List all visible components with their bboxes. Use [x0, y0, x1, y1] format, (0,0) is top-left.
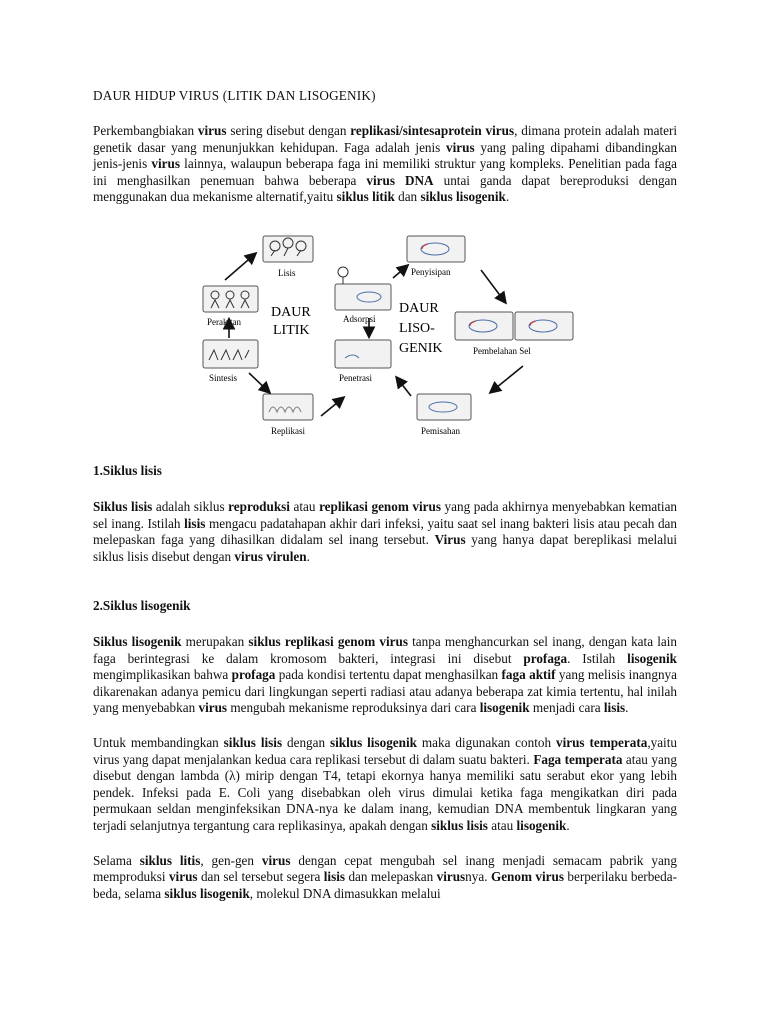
virus-cycle-diagram [193, 228, 583, 442]
document-page [93, 88, 677, 206]
pemisahan-stage [417, 394, 471, 436]
intro-paragraph: Perkembangbiakan virus sering disebut dengan replikasi/sintesaprotein virus, dimana protein adalah materi genetik dasar yang menunjukkan kehidupan. Faga adalah jenis virus yang paling dipahami dibandingkan jenis-jenis virus lainnya, walaupun beberapa faga ini memiliki struktur yang kompleks. Penelitian pada faga ini menghasilkan penemuan bahwa beberapa virus DNA untai ganda dapat bereproduksi dengan menggunakan dua mekanisme alternatif,yaitu siklus litik dan siklus lisogenik. [93, 123, 678, 205]
label-pemisahan: Pemisahan [421, 426, 460, 436]
page-title: DAUR HIDUP VIRUS (LITIK DAN LISOGENIK) [93, 88, 376, 103]
daur-lisogenik-line1: DAUR [399, 301, 439, 316]
lisis-stage [263, 236, 313, 278]
label-penyisipan: Penyisipan [411, 267, 451, 277]
adsorpsi-stage [335, 267, 391, 324]
paragraph-siklus-lisis: Siklus lisis adalah siklus reproduksi atau replikasi genom virus yang pada akhirnya menyebabkan kematian sel inang. Istilah lisis mengacu padatahapan akhir dari infeksi, yaitu saat sel inang bakteri lisis atau pecah dan melepaskan faga yang dihasilkan didalam sel inang tersebut. Virus yang hanya dapat bereplikasi melalui siklus lisis disebut dengan virus virulen. [93, 499, 678, 564]
label-adsorpsi: Adsorpsi [343, 314, 376, 324]
paragraph-siklus-lisogenik: Siklus lisogenik merupakan siklus replikasi genom virus tanpa menghancurkan sel inang, dengan kata lain faga berintegrasi ke dalam kromosom bakteri, integrasi ini disebut profaga. Istilah lisogenik mengimplikasikan bahwa profaga pada kondisi tertentu dapat menghasilkan faga aktif yang melisis inangnya dikarenakan adanya pemicu dari lingkungan seperti radiasi atau adanya beberapa zat kimia tertentu, hal inilah yang menyebabkan virus mengubah mekanisme reproduksinya dari cara lisogenik menjadi cara lisis. [93, 634, 678, 716]
penyisipan-stage [407, 236, 465, 277]
pembelahan-stage [455, 312, 573, 356]
paragraph-perbandingan: Untuk membandingkan siklus lisis dengan siklus lisogenik maka digunakan contoh virus temperata,yaitu virus yang dapat menjalankan kedua cara replikasi tersebut di dalam suatu bakteri. Faga temperata atau yang disebut dengan lambda (λ) mirip dengan T4, tetapi ekornya hanya memiliki satu serabut ekor yang lebih pendek. Infeksi pada E. Coli yang disebabkan oleh virus dimulai ketika faga mengikatkan diri pada permukaan seldan menginfeksikan DNA-nya ke dalam inang, kemudian DNA membentuk lingkaran yang terjadi selanjutnya tergantung cara replikasinya, apakah dengan siklus lisis atau lisogenik. [93, 734, 677, 833]
daur-lisogenik-line3: GENIK [399, 341, 443, 356]
perakitan-stage [203, 286, 258, 327]
replikasi-stage [263, 394, 313, 436]
label-perakitan: Perakitan [207, 317, 241, 327]
label-replikasi: Replikasi [271, 426, 305, 436]
daur-lisogenik-line2: LISO- [399, 321, 435, 336]
daur-litik-line2: LITIK [273, 323, 310, 338]
label-penetrasi: Penetrasi [339, 373, 372, 383]
daur-litik-line1: DAUR [271, 305, 311, 320]
section-1 [93, 463, 677, 565]
label-sintesis: Sintesis [209, 373, 238, 383]
label-lisis: Lisis [278, 268, 296, 278]
heading-siklus-lisis: 1.Siklus lisis [93, 463, 162, 478]
heading-siklus-lisogenik: 2.Siklus lisogenik [93, 598, 191, 613]
sintesis-stage [203, 340, 258, 383]
penetrasi-stage [335, 340, 391, 383]
label-pembelahan: Pembelahan Sel [473, 346, 531, 356]
paragraph-siklus-litis: Selama siklus litis, gen-gen virus dengan cepat mengubah sel inang menjadi semacam pabrik yang memproduksi virus dan sel tersebut segera lisis dan melepaskan virusnya. Genom virus berperilaku berbeda-beda, selama siklus lisogenik, molekul DNA dimasukkan melalui [93, 852, 677, 901]
section-2 [93, 598, 677, 902]
